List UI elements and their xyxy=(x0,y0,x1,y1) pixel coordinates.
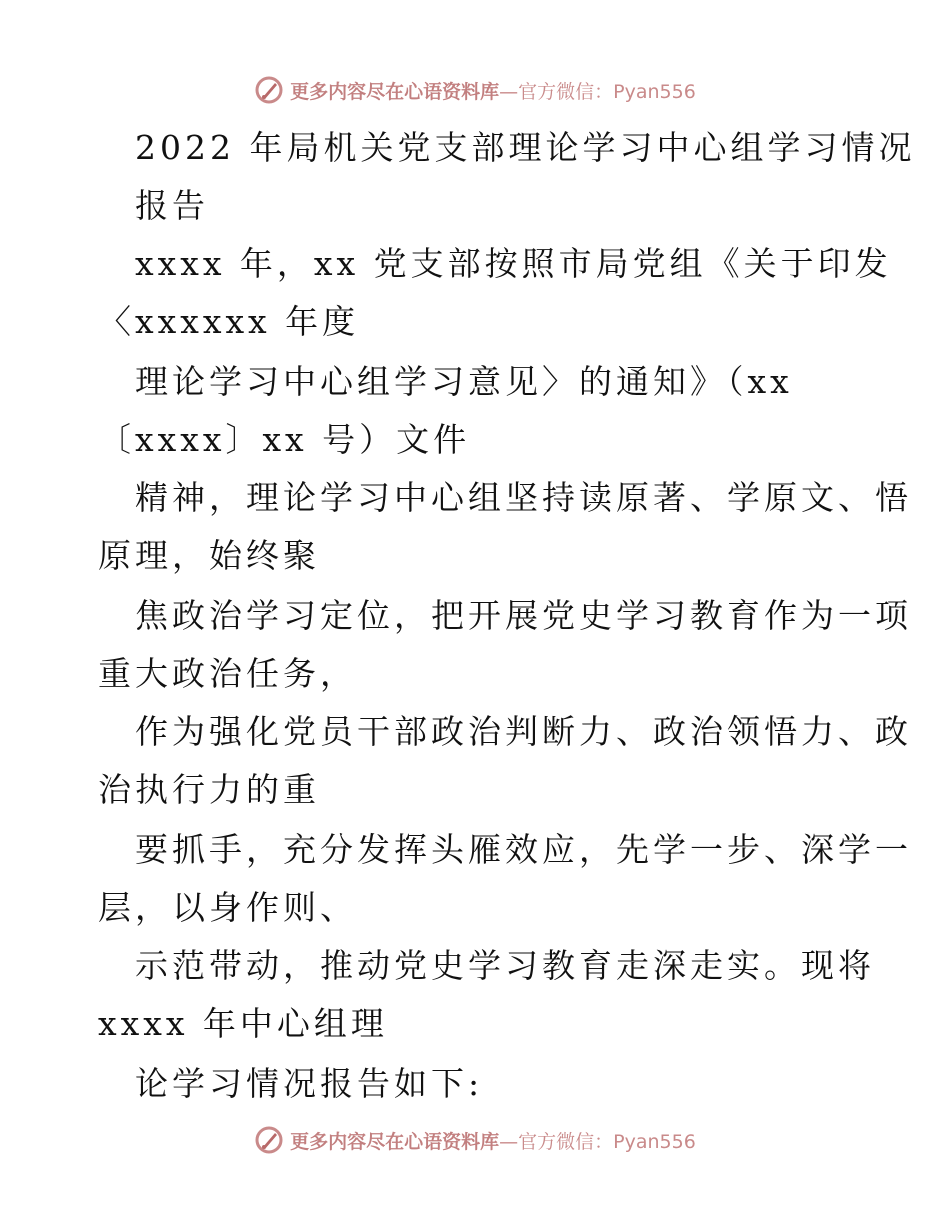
doc-line-3: xxxx 年，xx 党支部按照市局党组《关于印发 xyxy=(135,244,892,283)
doc-line-5: 理论学习中心组学习意见〉的通知》（xx xyxy=(135,362,793,401)
doc-line-11: 作为强化党员干部政治判断力、政治领悟力、政 xyxy=(135,712,912,751)
doc-line-16: xxxx 年中心组理 xyxy=(98,1004,388,1043)
doc-line-7: 精神，理论学习中心组坚持读原著、学原文、悟 xyxy=(135,478,912,517)
watermark-text xyxy=(290,1127,696,1154)
doc-line-4: 〈xxxxxx 年度 xyxy=(98,302,360,341)
watermark-wechat: 官方微信：Pyan556 xyxy=(518,1130,696,1153)
watermark-wechat: 官方微信：Pyan556 xyxy=(518,80,696,103)
pen-logo-icon xyxy=(254,1125,284,1155)
doc-line-14: 层，以身作则、 xyxy=(98,888,357,927)
doc-line-1: 2022 年局机关党支部理论学习中心组学习情况 xyxy=(135,128,916,167)
watermark-main: 更多内容尽在心语资料库 xyxy=(290,1130,500,1153)
doc-line-17: 论学习情况报告如下: xyxy=(135,1064,484,1103)
doc-line-13: 要抓手，充分发挥头雁效应，先学一步、深学一 xyxy=(135,830,912,869)
watermark-main: 更多内容尽在心语资料库 xyxy=(290,80,500,103)
doc-line-9: 焦政治学习定位，把开展党史学习教育作为一项 xyxy=(135,596,912,635)
doc-line-12: 治执行力的重 xyxy=(98,770,320,809)
watermark-dash: — xyxy=(499,80,519,103)
doc-line-6: 〔xxxx〕xx 号）文件 xyxy=(98,420,471,459)
doc-line-15: 示范带动，推动党史学习教育走深走实。现将 xyxy=(135,946,875,985)
doc-line-8: 原理，始终聚 xyxy=(98,536,320,575)
doc-line-2: 报告 xyxy=(135,186,209,225)
watermark-banner-bottom xyxy=(0,1120,950,1160)
watermark-dash: — xyxy=(499,1130,519,1153)
doc-line-10: 重大政治任务， xyxy=(98,654,357,693)
